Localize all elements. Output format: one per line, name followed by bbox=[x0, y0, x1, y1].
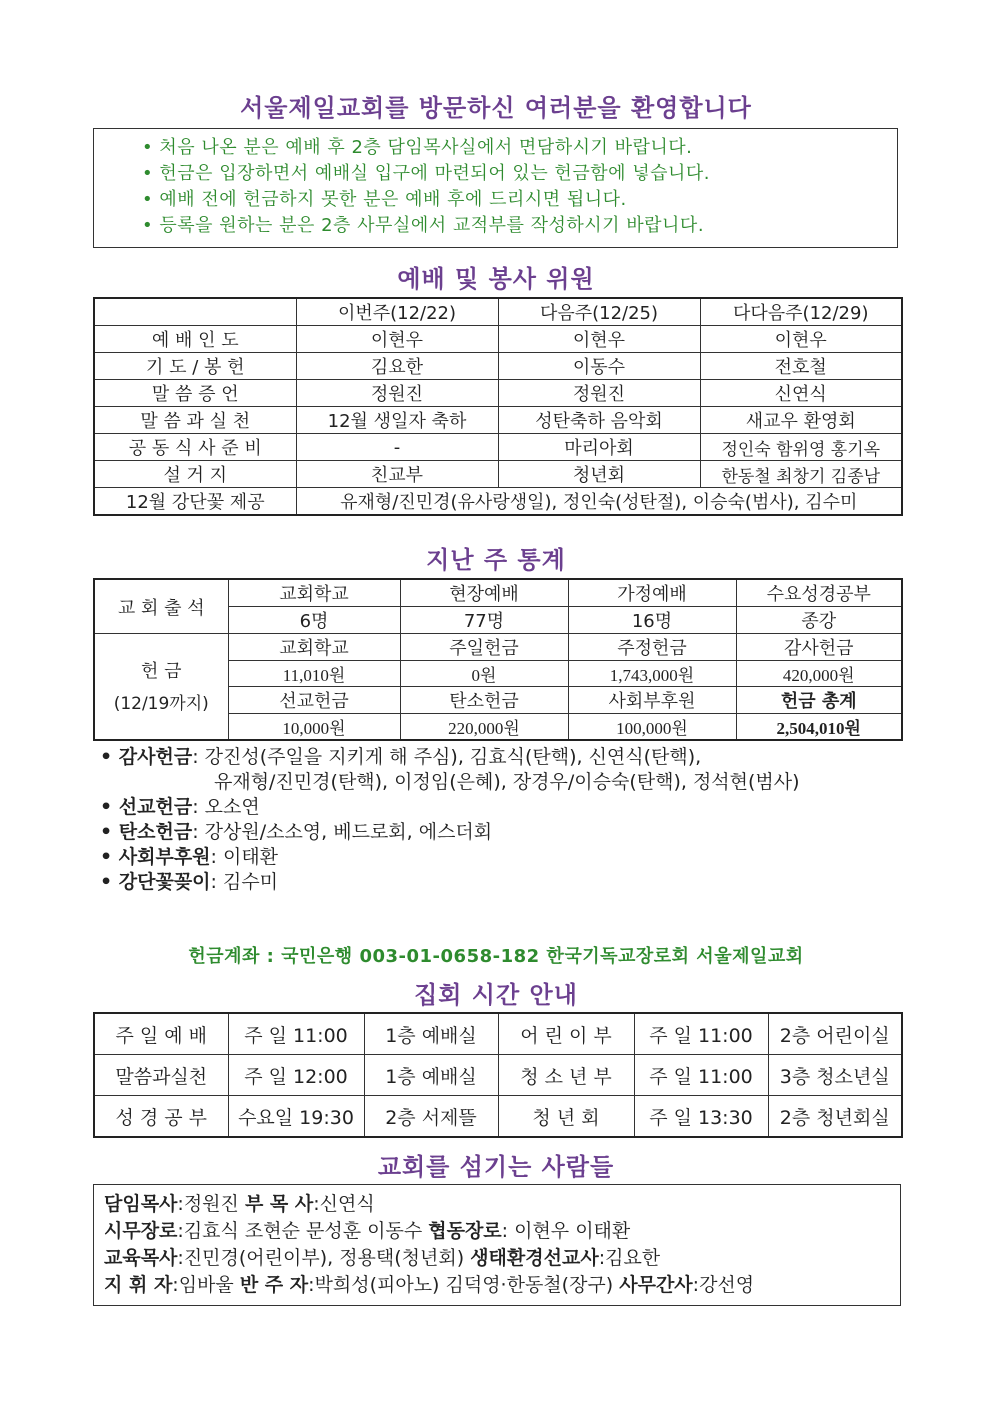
header-cell: 이번주(12/22) bbox=[296, 298, 498, 326]
stat-header: 사회부후원 bbox=[568, 687, 736, 714]
meeting-place: 3층 청소년실 bbox=[768, 1055, 902, 1096]
name-cell: 성탄축하 음악회 bbox=[498, 407, 700, 434]
note-text: : 오소연 bbox=[192, 796, 260, 818]
service-table bbox=[93, 297, 903, 516]
stat-value: 1,743,000원 bbox=[568, 661, 736, 687]
meeting-name: 성 경 공 부 bbox=[94, 1096, 228, 1138]
name-cell: 이현우 bbox=[700, 326, 902, 353]
stat-header: 교회학교 bbox=[228, 579, 400, 607]
name-cell: 정인숙 함위영 홍기옥 bbox=[700, 434, 902, 461]
staff-role: 담임목사 bbox=[104, 1193, 178, 1215]
note-text: : 김수미 bbox=[210, 871, 279, 893]
note-line bbox=[100, 870, 800, 895]
service-row bbox=[94, 407, 902, 434]
note-line bbox=[100, 745, 800, 770]
attendance-label: 교 회 출 석 bbox=[94, 579, 228, 634]
meeting-time: 주 일 11:00 bbox=[634, 1055, 768, 1096]
stat-value: 420,000원 bbox=[736, 661, 902, 687]
name-cell: 이동수 bbox=[498, 353, 700, 380]
welcome-item: • 예배 전에 헌금하지 못한 분은 예배 후에 드리시면 됩니다. bbox=[142, 189, 627, 210]
staff-role: 시무장로 bbox=[104, 1220, 178, 1242]
staff-line bbox=[104, 1218, 900, 1245]
staff-line bbox=[104, 1191, 900, 1218]
note-line bbox=[100, 820, 800, 845]
note-line bbox=[100, 795, 800, 820]
meeting-time: 수요일 19:30 bbox=[228, 1096, 364, 1138]
staff-names: :박희성(피아노) 김덕영·한동철(장구) bbox=[308, 1274, 620, 1296]
header-cell: 다음주(12/25) bbox=[498, 298, 700, 326]
welcome-box bbox=[93, 128, 898, 248]
stat-header: 주일헌금 bbox=[400, 634, 568, 661]
welcome-item: • 처음 나온 분은 예배 후 2층 담임목사실에서 면담하시기 바랍니다. bbox=[142, 137, 693, 158]
flowers-value: 유재형/진민경(유사랑생일), 정인숙(성탄절), 이승숙(범사), 김수미 bbox=[296, 488, 902, 516]
service-row bbox=[94, 434, 902, 461]
name-cell: - bbox=[296, 434, 498, 461]
note-label: • 강단꽃꽂이 bbox=[100, 871, 211, 893]
meeting-row bbox=[94, 1096, 902, 1138]
staff-role: 생태환경선교사 bbox=[470, 1247, 599, 1269]
note-text: 유재형/진민경(탄핵), 이정임(은혜), 장경우/이승숙(탄핵), 정석현(범사) bbox=[214, 771, 800, 793]
meeting-time: 주 일 11:00 bbox=[228, 1013, 364, 1055]
total-value: 2,504,010원 bbox=[736, 714, 902, 741]
meeting-place: 1층 예배실 bbox=[364, 1013, 498, 1055]
staff-names: :강선영 bbox=[692, 1274, 755, 1296]
staff-title: 교회를 섬기는 사람들 bbox=[377, 1153, 615, 1181]
staff-line bbox=[104, 1272, 900, 1299]
flowers-label: 12월 강단꽃 제공 bbox=[94, 488, 296, 516]
stat-value: 6명 bbox=[228, 607, 400, 634]
meeting-name: 말씀과실천 bbox=[94, 1055, 228, 1096]
name-cell: 전호철 bbox=[700, 353, 902, 380]
meeting-name: 청 소 년 부 bbox=[498, 1055, 634, 1096]
staff-line bbox=[104, 1245, 900, 1272]
service-header-row bbox=[94, 298, 902, 326]
stat-header: 선교헌금 bbox=[228, 687, 400, 714]
staff-names: :진민경(어린이부), 정용택(청년회) bbox=[177, 1247, 471, 1269]
stat-value: 16명 bbox=[568, 607, 736, 634]
stats-table bbox=[93, 578, 903, 741]
meeting-table bbox=[93, 1012, 903, 1138]
staff-box bbox=[93, 1184, 901, 1306]
name-cell: 김요한 bbox=[296, 353, 498, 380]
stat-header: 수요성경공부 bbox=[736, 579, 902, 607]
stat-header: 주정헌금 bbox=[568, 634, 736, 661]
stat-value: 77명 bbox=[400, 607, 568, 634]
offering-label: 헌 금 bbox=[141, 660, 182, 682]
staff-names: :정원진 bbox=[177, 1193, 245, 1215]
stat-value: 11,010원 bbox=[228, 661, 400, 687]
staff-role: 교육목사 bbox=[104, 1247, 178, 1269]
service-row bbox=[94, 380, 902, 407]
role-cell: 공 동 식 사 준 비 bbox=[94, 434, 296, 461]
header-cell bbox=[94, 298, 296, 326]
role-cell: 예 배 인 도 bbox=[94, 326, 296, 353]
note-text: : 이태환 bbox=[210, 846, 279, 868]
name-cell: 새교우 환영회 bbox=[700, 407, 902, 434]
staff-role: 사무간사 bbox=[619, 1274, 693, 1296]
role-cell: 말 씀 과 실 천 bbox=[94, 407, 296, 434]
name-cell: 12월 생일자 축하 bbox=[296, 407, 498, 434]
name-cell: 신연식 bbox=[700, 380, 902, 407]
offering-account: 헌금계좌 : 국민은행 003-01-0658-182 한국기독교장로회 서울제일교회 bbox=[188, 946, 804, 967]
attendance-header-row bbox=[94, 579, 902, 607]
stat-header: 현장예배 bbox=[400, 579, 568, 607]
name-cell: 이현우 bbox=[498, 326, 700, 353]
offering-sub: (12/19까지) bbox=[113, 693, 209, 714]
role-cell: 기 도 / 봉 헌 bbox=[94, 353, 296, 380]
offering-notes bbox=[100, 745, 800, 895]
stat-value: 100,000원 bbox=[568, 714, 736, 741]
name-cell: 친교부 bbox=[296, 461, 498, 488]
staff-role: 지 휘 자 bbox=[104, 1274, 173, 1296]
staff-role: 협동장로 bbox=[428, 1220, 502, 1242]
welcome-item: • 헌금은 입장하면서 예배실 입구에 마련되어 있는 헌금함에 넣습니다. bbox=[142, 163, 710, 184]
name-cell: 한동철 최창기 김종남 bbox=[700, 461, 902, 488]
total-header: 헌금 총계 bbox=[736, 687, 902, 714]
welcome-title: 서울제일교회를 방문하신 여러분을 환영합니다 bbox=[240, 94, 752, 122]
note-line bbox=[100, 770, 800, 795]
note-label: • 선교헌금 bbox=[100, 796, 193, 818]
service-row bbox=[94, 353, 902, 380]
service-row bbox=[94, 326, 902, 353]
staff-names: :신연식 bbox=[313, 1193, 375, 1215]
header-cell: 다다음주(12/29) bbox=[700, 298, 902, 326]
note-label: • 탄소헌금 bbox=[100, 821, 193, 843]
name-cell: 마리아회 bbox=[498, 434, 700, 461]
note-line bbox=[100, 845, 800, 870]
note-label: • 감사헌금 bbox=[100, 746, 193, 768]
staff-names: :임바울 bbox=[172, 1274, 240, 1296]
name-cell: 정원진 bbox=[498, 380, 700, 407]
flowers-row bbox=[94, 488, 902, 516]
stat-value: 0원 bbox=[400, 661, 568, 687]
meeting-place: 2층 서제뜰 bbox=[364, 1096, 498, 1138]
staff-names: : 이현우 이태환 bbox=[501, 1220, 631, 1242]
meeting-name: 청 년 회 bbox=[498, 1096, 634, 1138]
note-text: : 강진성(주일을 지키게 해 주심), 김효식(탄핵), 신연식(탄핵), bbox=[192, 746, 702, 768]
service-title: 예배 및 봉사 위원 bbox=[397, 265, 595, 293]
name-cell: 이현우 bbox=[296, 326, 498, 353]
meeting-time: 주 일 11:00 bbox=[634, 1013, 768, 1055]
note-text: : 강상원/소소영, 베드로회, 에스더회 bbox=[192, 821, 493, 843]
meeting-name: 주 일 예 배 bbox=[94, 1013, 228, 1055]
stats-title: 지난 주 통계 bbox=[426, 546, 566, 574]
meeting-title: 집회 시간 안내 bbox=[414, 981, 578, 1009]
name-cell: 정원진 bbox=[296, 380, 498, 407]
stat-header: 가정예배 bbox=[568, 579, 736, 607]
offering-header-row bbox=[94, 634, 902, 661]
stat-header: 탄소헌금 bbox=[400, 687, 568, 714]
meeting-row bbox=[94, 1055, 902, 1096]
role-cell: 말 씀 증 언 bbox=[94, 380, 296, 407]
meeting-time: 주 일 13:30 bbox=[634, 1096, 768, 1138]
note-label: • 사회부후원 bbox=[100, 846, 211, 868]
meeting-place: 1층 예배실 bbox=[364, 1055, 498, 1096]
stat-header: 감사헌금 bbox=[736, 634, 902, 661]
staff-role: 반 주 자 bbox=[239, 1274, 309, 1296]
stat-header: 교회학교 bbox=[228, 634, 400, 661]
meeting-place: 2층 어린이실 bbox=[768, 1013, 902, 1055]
name-cell: 청년회 bbox=[498, 461, 700, 488]
service-row bbox=[94, 461, 902, 488]
welcome-item: • 등록을 원하는 분은 2층 사무실에서 교적부를 작성하시기 바랍니다. bbox=[142, 215, 705, 236]
meeting-row bbox=[94, 1013, 902, 1055]
stat-value: 종강 bbox=[736, 607, 902, 634]
meeting-name: 어 린 이 부 bbox=[498, 1013, 634, 1055]
staff-names: :김요한 bbox=[598, 1247, 661, 1269]
role-cell: 설 거 지 bbox=[94, 461, 296, 488]
meeting-time: 주 일 12:00 bbox=[228, 1055, 364, 1096]
staff-role: 부 목 사 bbox=[244, 1193, 314, 1215]
offering-label-cell bbox=[94, 634, 228, 741]
staff-names: :김효식 조현순 문성훈 이동수 bbox=[177, 1220, 429, 1242]
meeting-place: 2층 청년회실 bbox=[768, 1096, 902, 1138]
stat-value: 10,000원 bbox=[228, 714, 400, 741]
stat-value: 220,000원 bbox=[400, 714, 568, 741]
